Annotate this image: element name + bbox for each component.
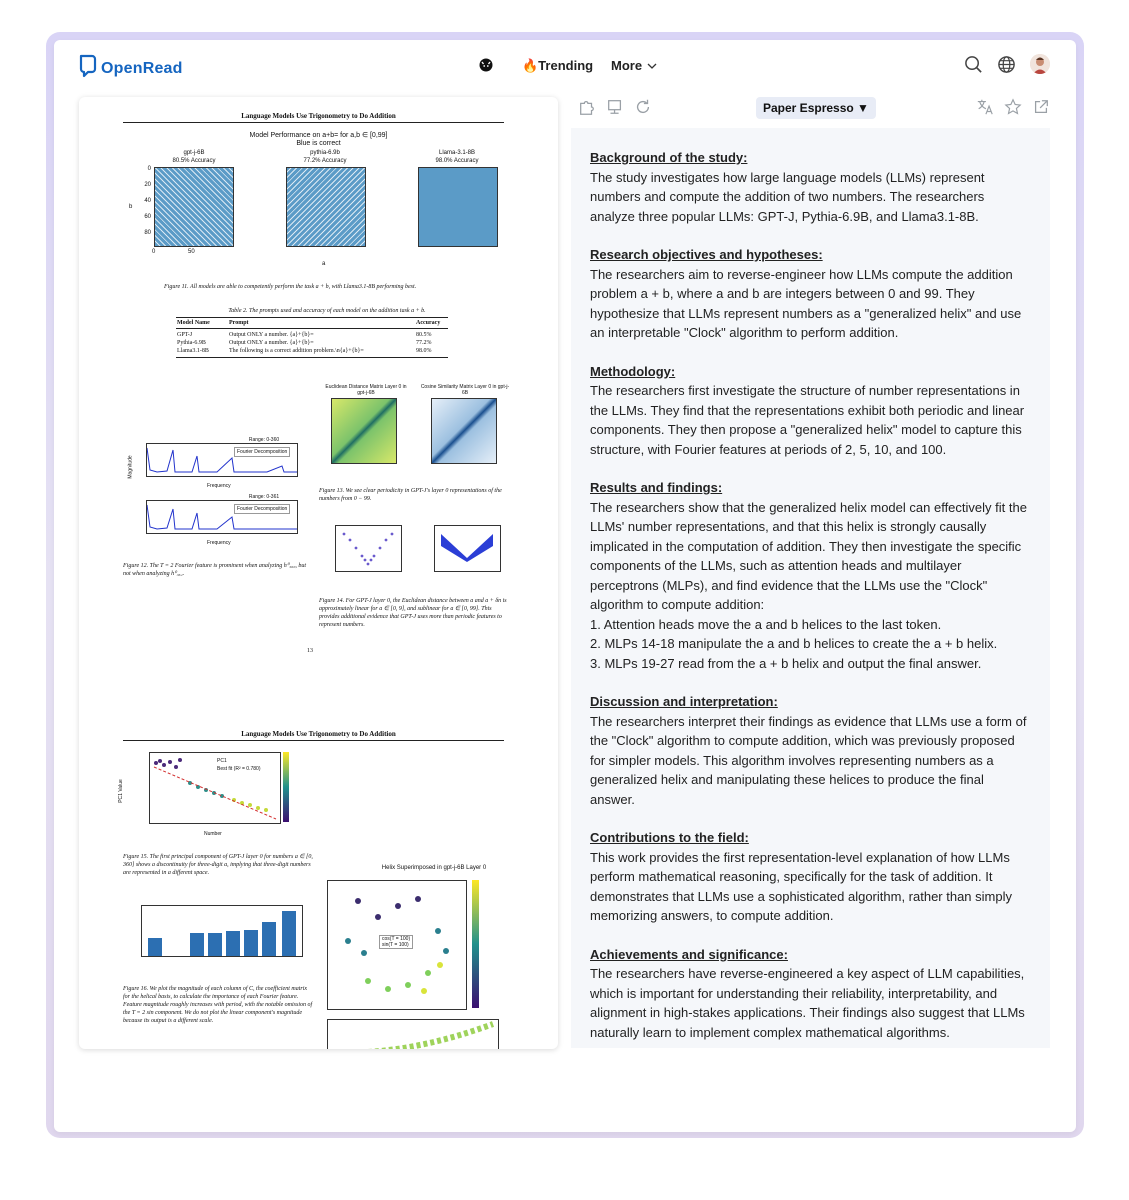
pdf-viewer[interactable] bbox=[79, 97, 558, 1049]
xlabel: a bbox=[322, 261, 326, 267]
model-acc: 80.5% Accuracy bbox=[172, 158, 216, 164]
summary-section bbox=[590, 148, 1031, 226]
ytick: 80 bbox=[144, 230, 151, 236]
fig12-xlabel: Frequency bbox=[207, 540, 231, 546]
page-number: 13 bbox=[307, 648, 313, 654]
table-cell: 80.5% bbox=[416, 332, 432, 338]
chevron-down-icon bbox=[646, 60, 658, 72]
fig12-ylabel: Magnitude bbox=[127, 455, 134, 479]
heatmap-gptj bbox=[154, 167, 234, 247]
model-name: Llama-3.1-8B bbox=[438, 150, 476, 156]
fig11-subtitle: Blue is correct bbox=[296, 140, 341, 147]
fig13-caption: Figure 13. We see clear periodicity in GPT-J's layer 0 representations of the numbers from 0 − 99. bbox=[319, 488, 502, 502]
heatmap-llama bbox=[418, 167, 498, 247]
fig15-legend: Best fit (R² = 0.780) bbox=[217, 766, 261, 772]
fig12-range: Range: 0-360 bbox=[248, 437, 280, 443]
helix-legend-item: sin(T = 100) bbox=[382, 942, 409, 948]
summary-section bbox=[590, 245, 1031, 343]
table-header: Model Name bbox=[177, 320, 210, 326]
table-cell: Pythia-6.9B bbox=[177, 340, 206, 346]
openread-logo-icon bbox=[78, 53, 98, 79]
section-body: The researchers first investigate the structure of number representations in the LLMs. They find that the representations exhibit both periodic and linear components. They then propose a "generalized helix" model to capture this structure, with Fourier features at periods of 2, 5, 10, and 100. bbox=[590, 383, 1025, 457]
helix-plot-2 bbox=[327, 1019, 499, 1049]
pdf-header-rule bbox=[123, 740, 504, 741]
fig14-caption: Figure 14. For GPT-J layer 0, the Euclidean distance between a and a + δn is approximately linear for a ∈ [0, 9], and sublinear for a ∈ [0, 99]. This provides additional evidence that GPT-J uses more than periodic features to represent numbers. bbox=[319, 598, 507, 628]
list-item: 1. Attention heads move the a and b helices to the last token. bbox=[590, 616, 942, 632]
translate-icon[interactable] bbox=[976, 98, 994, 116]
section-body: This work provides the first representation-level explanation of how LLMs perform mathematical reasoning, specifically for the task of addition. It demonstrates that LLMs use a sophisticated algorithm, rather than simply memorizing answers, to compute addition. bbox=[590, 849, 1012, 923]
section-title: Discussion and interpretation: bbox=[590, 694, 778, 709]
fig14-plot-right bbox=[434, 525, 501, 572]
table-cell: 77.2% bbox=[416, 340, 432, 346]
pdf-header-rule bbox=[123, 122, 504, 123]
ytick: 60 bbox=[144, 214, 151, 220]
trending-label: 🔥Trending bbox=[522, 58, 594, 73]
helix-colorbar bbox=[472, 880, 479, 1008]
summary-section bbox=[590, 362, 1031, 460]
summary-section bbox=[590, 478, 1031, 673]
table-cell: The following is a correct addition problem.\n{a}+{b}= bbox=[229, 348, 364, 354]
section-title: Contributions to the field: bbox=[590, 830, 749, 845]
refresh-icon[interactable] bbox=[634, 98, 652, 116]
list-item: 3. MLPs 19-27 read from the a + b helix and output the final answer. bbox=[590, 655, 982, 671]
fig11-title: Model Performance on a+b= for a,b ∈ [0,99] bbox=[249, 132, 388, 139]
table-cell: Llama3.1-8B bbox=[177, 348, 209, 354]
more-label: More bbox=[611, 58, 643, 73]
fig15-caption: Figure 15. The first principal component of GPT-J layer 0 for numbers a ∈ [0, 360] shows a discontinuity for three-digit a, implying that three-digit numbers are represented in a different space. bbox=[123, 854, 313, 876]
table-cell: Output ONLY a number. {a}+{b}= bbox=[229, 332, 314, 338]
section-body: The researchers have reverse-engineered a key aspect of LLM capabilities, which is important for understanding their reliability, interpretability, and alignment in high-stakes applications. Their findings also suggest that LLMs naturally learn to implement complex mathematical algorithms. bbox=[590, 966, 1025, 1040]
star-icon[interactable] bbox=[1004, 98, 1022, 116]
table-cell: 98.0% bbox=[416, 348, 432, 354]
fig15-plot bbox=[149, 752, 281, 824]
ytick: 0 bbox=[147, 166, 151, 172]
mode-selector[interactable] bbox=[756, 97, 876, 119]
table-rule bbox=[176, 317, 448, 318]
fig12-legend: Fourier Decomposition bbox=[234, 447, 290, 457]
model-acc: 98.0% Accuracy bbox=[435, 158, 479, 164]
trending-link[interactable] bbox=[522, 58, 593, 74]
fig13-title: Euclidean Distance Matrix Layer 0 in gpt-j-6B bbox=[325, 384, 407, 396]
avatar[interactable] bbox=[1030, 54, 1050, 74]
table-header: Prompt bbox=[229, 320, 249, 326]
logo[interactable] bbox=[78, 53, 183, 79]
fig15-legend: PC1 bbox=[217, 758, 227, 764]
puzzle-icon[interactable] bbox=[578, 98, 596, 116]
ytick: 40 bbox=[144, 198, 151, 204]
more-menu[interactable] bbox=[611, 58, 658, 73]
pdf-running-header: Language Models Use Trigonometry to Do Addition bbox=[241, 730, 396, 738]
fig16-caption: Figure 16. We plot the magnitude of each column of C, the coefficient matrix for the helical basis, to calculate the importance of each Fourier feature. Feature magnitude roughly increases with period, with the notable omission of the T = 2 sin component. We do not plot the linear component's magnitude because its output is a different scale. bbox=[123, 986, 313, 1024]
section-title: Results and findings: bbox=[590, 480, 723, 495]
fig15-ylabel: PC1 Value bbox=[117, 779, 124, 803]
section-title: Background of the study: bbox=[590, 150, 748, 165]
github-icon bbox=[478, 57, 494, 73]
helix-legend bbox=[379, 935, 413, 949]
section-body: The researchers interpret their findings as evidence that LLMs use a form of the "Clock" algorithm to compute addition, which was previously proposed for simpler models. This algorithm involves representing numbers as a generalized helix and manipulating these helices to produce the final answer. bbox=[590, 713, 1027, 807]
fig13-title: Cosine Similarity Matrix Layer 0 in gpt-j-6B bbox=[420, 384, 510, 396]
fig12-range: Range: 0-361 bbox=[248, 494, 280, 500]
fig13-euclid-matrix bbox=[331, 398, 397, 464]
summary-section bbox=[590, 692, 1031, 809]
helix-title: Helix Superimposed in gpt-j-6B Layer 0 bbox=[381, 865, 487, 871]
github-link[interactable] bbox=[478, 57, 494, 73]
fig14-plot-left bbox=[335, 525, 402, 572]
fig15-colorbar bbox=[283, 752, 289, 822]
external-link-icon[interactable] bbox=[1032, 98, 1050, 116]
table-rule bbox=[176, 357, 448, 358]
heatmap-pythia bbox=[286, 167, 366, 247]
model-name: pythia-6.9b bbox=[310, 150, 340, 156]
summary-panel[interactable] bbox=[571, 128, 1050, 1048]
section-title: Methodology: bbox=[590, 363, 676, 379]
summary-section bbox=[590, 945, 1031, 1043]
helix-legend-item: cos(T = 100) bbox=[382, 936, 411, 942]
app-name: OpenRead bbox=[101, 60, 183, 77]
ytick: 20 bbox=[144, 182, 151, 188]
table-header: Accuracy bbox=[416, 320, 441, 326]
fig12-caption: Figure 12. The T = 2 Fourier feature is prominent when analyzing h⁰₃₆₀, but not when analyzing h⁰₃₆₁. bbox=[123, 563, 307, 577]
fig11-caption: Figure 11. All models are able to competently perform the task a + b, with Llama3.1-8B performing best. bbox=[164, 284, 417, 290]
search-icon[interactable] bbox=[964, 55, 983, 74]
xtick: 50 bbox=[188, 249, 195, 255]
table-cell: GPT-J bbox=[177, 332, 193, 338]
presentation-icon[interactable] bbox=[606, 98, 624, 116]
app-window bbox=[54, 40, 1076, 1132]
ylabel: b bbox=[129, 204, 133, 210]
summary-section bbox=[590, 828, 1031, 926]
fig15-xlabel: Number bbox=[204, 831, 222, 837]
model-acc: 77.2% Accuracy bbox=[303, 158, 347, 164]
model-name: gpt-j-6B bbox=[183, 150, 205, 156]
list-item: 2. MLPs 14-18 manipulate the a and b helices to create the a + b helix. bbox=[590, 636, 998, 651]
table-caption: Table 2. The prompts used and accuracy of each model on the addition task a + b. bbox=[228, 308, 426, 314]
fig13-cosine-matrix bbox=[431, 398, 497, 464]
xtick: 0 bbox=[152, 249, 156, 255]
fig12-xlabel: Frequency bbox=[207, 483, 231, 489]
fig12-legend: Fourier Decomposition bbox=[234, 504, 290, 514]
section-body: The researchers aim to reverse-engineer how LLMs compute the addition problem a + b, where a and b are integers between 0 and 99. They hypothesize that LLMs represent numbers as a "generalized helix" and use an interpretable "Clock" algorithm to perform addition. bbox=[590, 266, 1022, 340]
table-rule bbox=[176, 328, 448, 329]
globe-icon[interactable] bbox=[997, 55, 1016, 74]
table-cell: Output ONLY a number. {a}+{b}= bbox=[229, 340, 314, 346]
section-title: Achievements and significance: bbox=[590, 946, 788, 962]
section-body: The study investigates how large language models (LLMs) represent numbers and compute the addition of two numbers. The researchers analyze three popular LLMs: GPT-J, Pythia-6.9B, and Llama3.1-8B. bbox=[590, 169, 985, 224]
section-body: The researchers show that the generalized helix model can effectively fit the LLMs' number representations, and that this helix is strongly causally implicated in the computation of addition. They then investigate the specific components of the LLMs, such as attention heads and multilayer perceptrons (MLPs), and find evidence that the LLMs use the "Clock" algorithm to compute addition: bbox=[590, 499, 1027, 612]
pdf-running-header: Language Models Use Trigonometry to Do Addition bbox=[241, 112, 396, 120]
section-title: Research objectives and hypotheses: bbox=[590, 247, 823, 262]
fig16-plot bbox=[141, 905, 303, 957]
mode-selector-label: Paper Espresso ▼ bbox=[763, 101, 869, 115]
